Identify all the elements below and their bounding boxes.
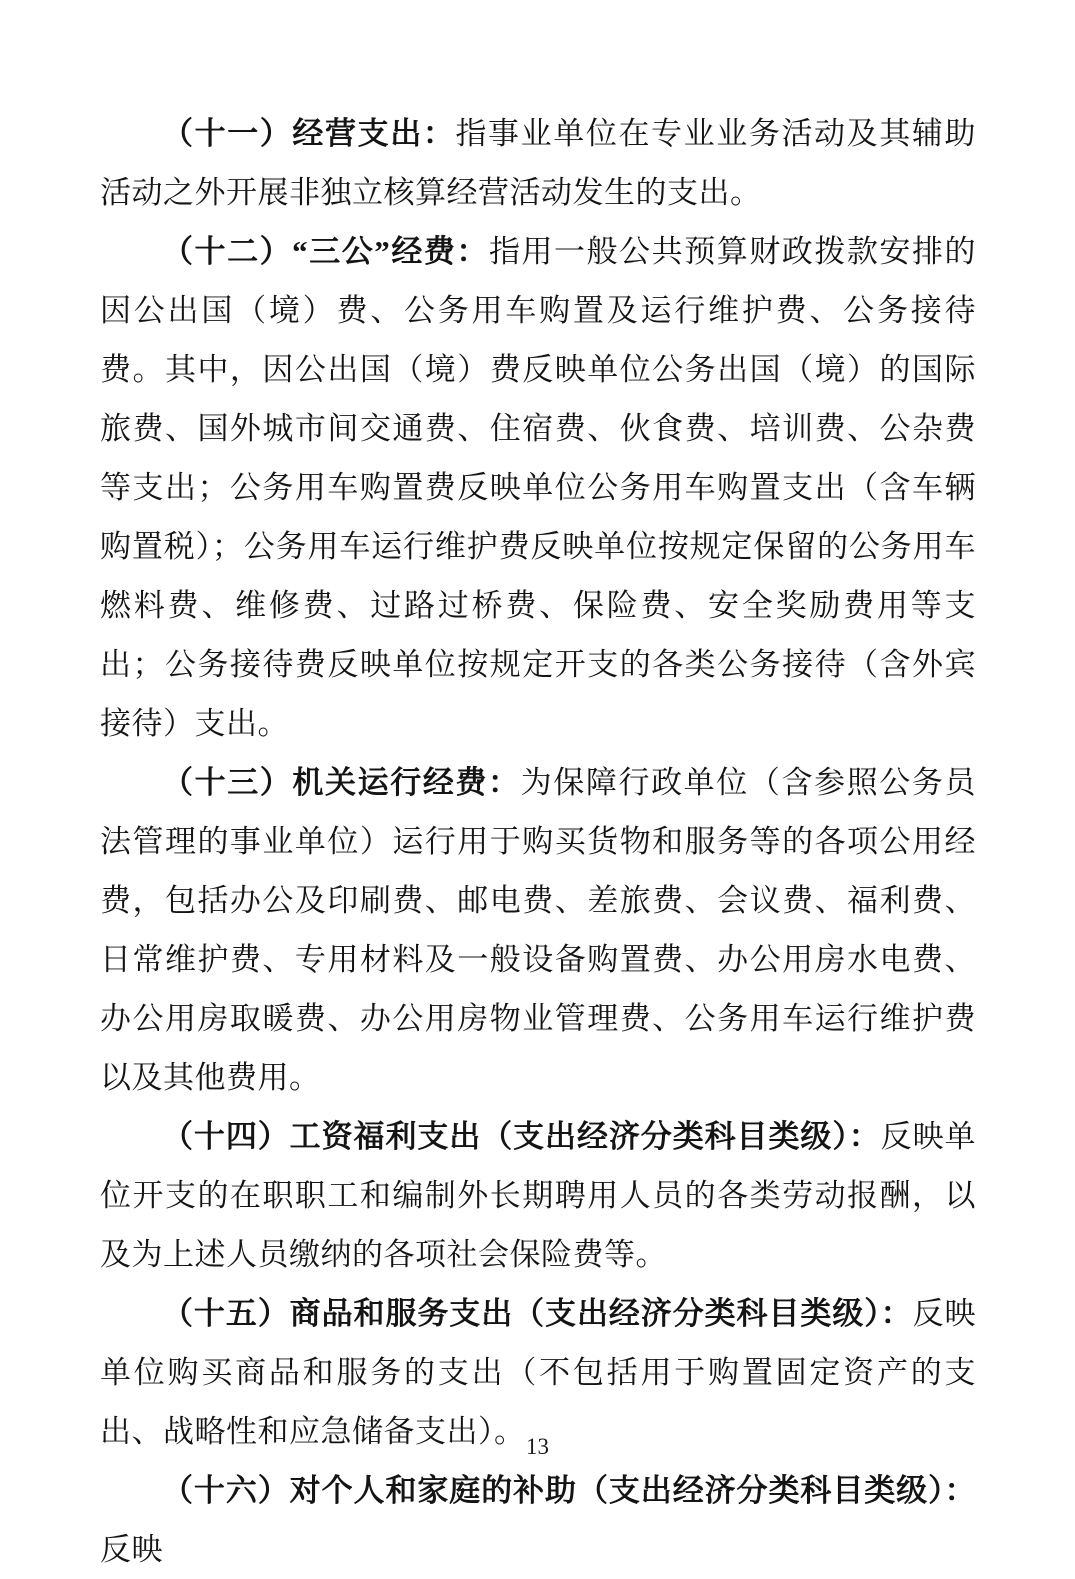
paragraph-text: 反映 <box>100 1532 163 1567</box>
paragraph-text: 反映单位购买商品和服务的支出（不包括用于购置固定资产的支出、战略性和应急储备支出）。 <box>100 1296 976 1449</box>
document-body <box>100 104 976 1579</box>
paragraph-agency-operating-funds <box>100 753 976 1107</box>
paragraph-heading: （十三）机关运行经费： <box>162 765 521 800</box>
paragraph-individual-family-subsidies <box>100 1461 976 1579</box>
paragraph-heading: （十四）工资福利支出（支出经济分类科目类级）： <box>162 1119 881 1154</box>
paragraph-text: 反映单位开支的在职职工和编制外长期聘用人员的各类劳动报酬，以及为上述人员缴纳的各项社会保险费等。 <box>100 1119 977 1272</box>
paragraph-operating-expenses <box>100 104 976 222</box>
page-number: 13 <box>526 1434 549 1459</box>
paragraph-heading: （十一）经营支出： <box>162 116 456 151</box>
paragraph-text: 指事业单位在专业业务活动及其辅助活动之外开展非独立核算经营活动发生的支出。 <box>100 116 976 210</box>
paragraph-text: 为保障行政单位（含参照公务员法管理的事业单位）运行用于购买货物和服务等的各项公用经费，包括办公及印刷费、邮电费、差旅费、会议费、福利费、日常维护费、专用材料及一般设备购置费、办公用房水电费、办公用房取暖费、办公用房物业管理费、公务用车运行维护费以及其他费用。 <box>100 765 977 1095</box>
paragraph-three-public-funds <box>100 222 976 753</box>
paragraph-salary-welfare-expenses <box>100 1107 976 1284</box>
paragraph-heading: （十二）“三公”经费： <box>162 234 489 269</box>
paragraph-heading: （十五）商品和服务支出（支出经济分类科目类级）： <box>162 1296 913 1331</box>
paragraph-heading: （十六）对个人和家庭的补助（支出经济分类科目类级）： <box>162 1473 976 1508</box>
paragraph-text: 指用一般公共预算财政拨款安排的因公出国（境）费、公务用车购置及运行维护费、公务接待费。其中，因公出国（境）费反映单位公务出国（境）的国际旅费、国外城市间交通费、住宿费、伙食费、培训费、公杂费等支出；公务用车购置费反映单位公务用车购置支出（含车辆购置税）；公务用车运行维护费反映单位按规定保留的公务用车燃料费、维修费、过路过桥费、保险费、安全奖励费用等支出；公务接待费反映单位按规定开支的各类公务接待（含外宾接待）支出。 <box>100 234 977 741</box>
